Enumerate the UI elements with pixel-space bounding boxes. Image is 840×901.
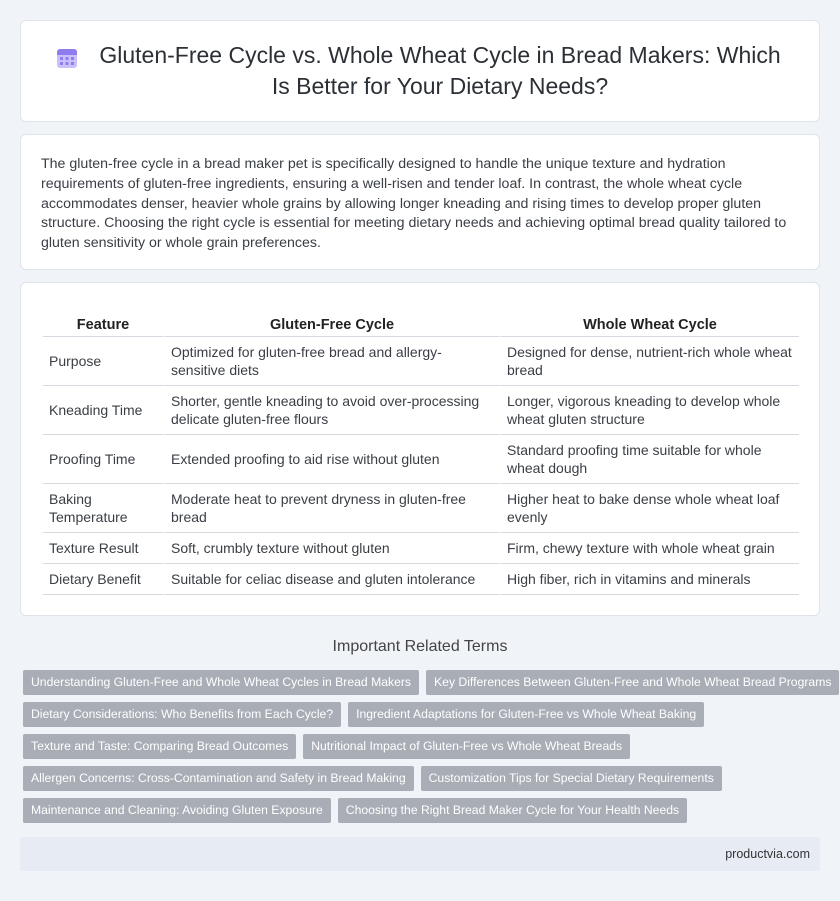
whole-wheat-cell: Designed for dense, nutrient-rich whole wheat bread bbox=[499, 337, 799, 386]
table-row bbox=[43, 564, 799, 595]
related-term-tag[interactable]: Key Differences Between Gluten-Free and Whole Wheat Bread Programs bbox=[426, 670, 839, 695]
related-term-tag[interactable]: Customization Tips for Special Dietary Requirements bbox=[421, 766, 722, 791]
whole-wheat-cell: High fiber, rich in vitamins and minerals bbox=[499, 564, 799, 595]
related-term-tag[interactable]: Choosing the Right Bread Maker Cycle for Your Health Needs bbox=[338, 798, 687, 823]
feature-cell: Baking Temperature bbox=[43, 484, 163, 533]
gluten-free-cell: Extended proofing to aid rise without gluten bbox=[163, 435, 499, 484]
feature-cell: Texture Result bbox=[43, 533, 163, 564]
related-term-tag[interactable]: Texture and Taste: Comparing Bread Outcomes bbox=[23, 734, 296, 759]
related-terms-list bbox=[23, 670, 832, 830]
header-whole-wheat: Whole Wheat Cycle bbox=[499, 313, 799, 337]
table-header-row bbox=[43, 313, 799, 337]
intro-paragraph: The gluten-free cycle in a bread maker pet is specifically designed to handle the unique texture and hydration requirements of gluten-free ingredients, ensuring a well-risen and tender loaf. In contrast, the whole wheat cycle accommodates denser, heavier whole grains by allowing longer kneading and rising times to develop proper gluten structure. Choosing the right cycle is essential for meeting dietary needs and achieving optimal bread quality tailored to gluten sensitivity or whole grain preferences. bbox=[41, 156, 787, 252]
related-term-tag[interactable]: Allergen Concerns: Cross-Contamination and Safety in Bread Making bbox=[23, 766, 414, 791]
feature-cell: Proofing Time bbox=[43, 435, 163, 484]
table-row bbox=[43, 337, 799, 386]
gluten-free-cell: Suitable for celiac disease and gluten intolerance bbox=[163, 564, 499, 595]
whole-wheat-cell: Firm, chewy texture with whole wheat grain bbox=[499, 533, 799, 564]
comparison-card bbox=[20, 282, 820, 616]
table-row bbox=[43, 386, 799, 435]
whole-wheat-cell: Standard proofing time suitable for whole wheat dough bbox=[499, 435, 799, 484]
page-title: Gluten-Free Cycle vs. Whole Wheat Cycle in Bread Makers: Which Is Better for Your Dietary Needs? bbox=[99, 42, 781, 99]
footer bbox=[20, 837, 820, 871]
related-terms-title: Important Related Terms bbox=[332, 638, 508, 655]
footer-site-link[interactable]: productvia.com bbox=[725, 847, 810, 861]
header-card bbox=[20, 20, 820, 122]
header-gluten-free: Gluten-Free Cycle bbox=[163, 313, 499, 337]
feature-cell: Dietary Benefit bbox=[43, 564, 163, 595]
feature-cell: Kneading Time bbox=[43, 386, 163, 435]
table-row bbox=[43, 484, 799, 533]
related-term-tag[interactable]: Nutritional Impact of Gluten-Free vs Whole Wheat Breads bbox=[303, 734, 630, 759]
gluten-free-cell: Optimized for gluten-free bread and allergy-sensitive diets bbox=[163, 337, 499, 386]
table-row bbox=[43, 435, 799, 484]
table-row bbox=[43, 533, 799, 564]
header-feature: Feature bbox=[43, 313, 163, 337]
related-term-tag[interactable]: Maintenance and Cleaning: Avoiding Gluten Exposure bbox=[23, 798, 331, 823]
related-term-tag[interactable]: Dietary Considerations: Who Benefits from Each Cycle? bbox=[23, 702, 341, 727]
related-term-tag[interactable]: Ingredient Adaptations for Gluten-Free vs Whole Wheat Baking bbox=[348, 702, 704, 727]
feature-cell: Purpose bbox=[43, 337, 163, 386]
comparison-table bbox=[43, 313, 799, 595]
gluten-free-cell: Soft, crumbly texture without gluten bbox=[163, 533, 499, 564]
whole-wheat-cell: Longer, vigorous kneading to develop whole wheat gluten structure bbox=[499, 386, 799, 435]
whole-wheat-cell: Higher heat to bake dense whole wheat loaf evenly bbox=[499, 484, 799, 533]
gluten-free-cell: Shorter, gentle kneading to avoid over-processing delicate gluten-free flours bbox=[163, 386, 499, 435]
intro-card bbox=[20, 134, 820, 270]
gluten-free-cell: Moderate heat to prevent dryness in gluten-free bread bbox=[163, 484, 499, 533]
related-term-tag[interactable]: Understanding Gluten-Free and Whole Wheat Cycles in Bread Makers bbox=[23, 670, 419, 695]
